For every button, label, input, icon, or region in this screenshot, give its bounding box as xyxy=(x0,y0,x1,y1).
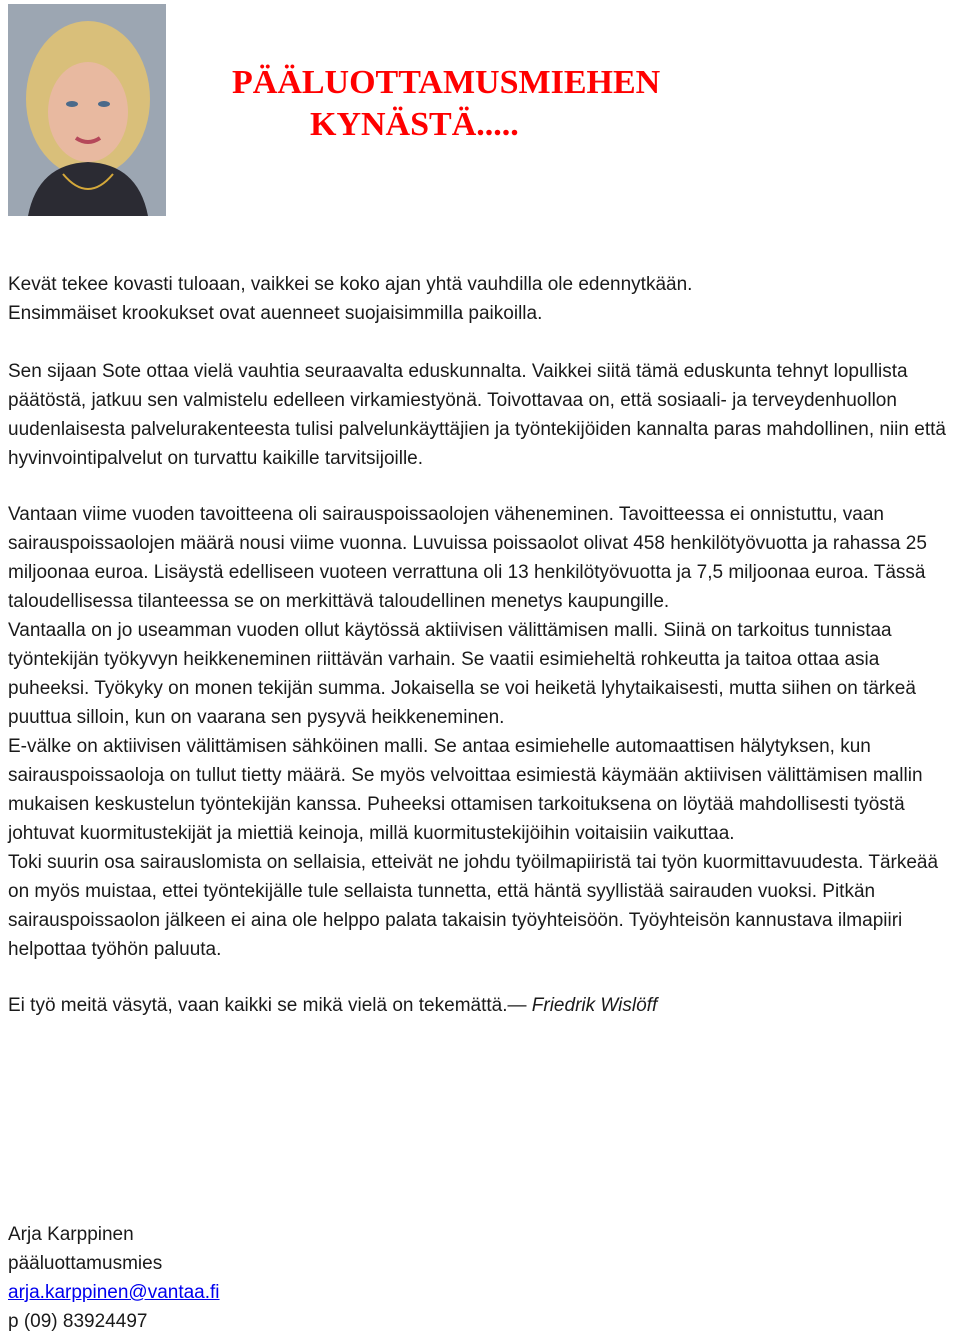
paragraph-workplace: Toki suurin osa sairauslomista on sellaisia, etteivät ne johdu työilmapiiristä tai työn kuormittavuudesta. Tärkeää on myös muistaa, ettei työntekijälle tule sellaista tunnetta, että häntä syyllistää sairauden vuoksi. Pitkän sairauspoissaolon jälkeen ei aina ole helppo palata takaisin työyhteisöön. Työyhteisön kannustava ilmapiiri helpottaa työhön paluuta. xyxy=(8,852,939,960)
title-line-2: KYNÄSTÄ..... xyxy=(310,106,519,143)
signature-block xyxy=(8,1220,220,1336)
article-body xyxy=(8,270,953,1020)
author-photo xyxy=(8,4,166,216)
signature-role: pääluottamusmies xyxy=(8,1253,163,1274)
paragraph-e-valke: E-välke on aktiivisen välittämisen sähköinen malli. Se antaa esimiehelle automaattisen hälytyksen, kun sairauspoissaoloja on tullut tietty määrä. Se myös velvoittaa esimiestä käymään aktiivisen välittämisen mallin mukaisen keskustelun työntekijän kanssa. Puheeksi ottamisen tarkoituksena on löytää mahdollisesti työstä johtuvat kuormitustekijät ja miettiä keinoja, millä kuormitustekijöihin voitaisiin vaikuttaa. xyxy=(8,736,923,844)
paragraph-intro-2: Ensimmäiset krookukset ovat auenneet suojaisimmilla paikoilla. xyxy=(8,303,543,324)
portrait-illustration xyxy=(8,4,166,216)
quote-dash: — xyxy=(507,995,527,1016)
paragraph-intro-1: Kevät tekee kovasti tuloaan, vaikkei se koko ajan yhtä vauhdilla ole edennytkään. xyxy=(8,274,693,295)
quote xyxy=(8,991,953,1020)
quote-author: Friedrik Wislöff xyxy=(531,995,658,1016)
email-link[interactable]: arja.karppinen@vantaa.fi xyxy=(8,1282,220,1303)
paragraph-active-care: Vantaalla on jo useamman vuoden ollut käytössä aktiivisen välittämisen malli. Siinä on tarkoitus tunnistaa työntekijän työkyvyn heikkeneminen riittävän varhain. Se vaatii esimieheltä rohkeutta ja taitoa ottaa asia puheeksi. Työkyky on monen tekijän summa. Jokaisella se voi heiketä lyhytaikaisesti, mutta siihen on tärkeä puuttua silloin, kun on vaarana sen pysyvä heikkeneminen. xyxy=(8,620,916,728)
quote-text: Ei työ meitä väsytä, vaan kaikki se mikä vielä on tekemättä. xyxy=(8,995,508,1016)
signature-phone: p (09) 83924497 xyxy=(8,1311,148,1332)
paragraph-sick-leave: Vantaan viime vuoden tavoitteena oli sairauspoissaolojen väheneminen. Tavoitteessa ei onnistuttu, vaan sairauspoissaolojen määrä nousi viime vuonna. Luvuissa poissaolot olivat 458 henkilötyövuotta ja rahassa 25 miljoonaa euroa. Lisäystä edelliseen vuoteen verrattuna oli 13 henkilötyövuotta ja 7,5 miljoonaa euroa. Tässä taloudellisessa tilanteessa se on merkittävä taloudellinen menetys kaupungille. xyxy=(8,504,927,612)
title-line-1: PÄÄLUOTTAMUSMIEHEN xyxy=(232,64,661,101)
signature-name: Arja Karppinen xyxy=(8,1224,134,1245)
paragraph-sote: Sen sijaan Sote ottaa vielä vauhtia seuraavalta eduskunnalta. Vaikkei siitä tämä eduskunta tehnyt lopullista päätöstä, jatkuu sen valmistelu edelleen virkamiestyönä. Toivottavaa on, että sosiaali- ja terveydenhuollon uudenlaisesta palvelurakenteesta tulisi palvelunkäyttäjien ja työntekijöiden kannalta paras mahdollinen, niin että hyvinvointipalvelut on turvattu kaikille tarvitsijoille. xyxy=(8,361,946,469)
page-title xyxy=(232,62,660,146)
